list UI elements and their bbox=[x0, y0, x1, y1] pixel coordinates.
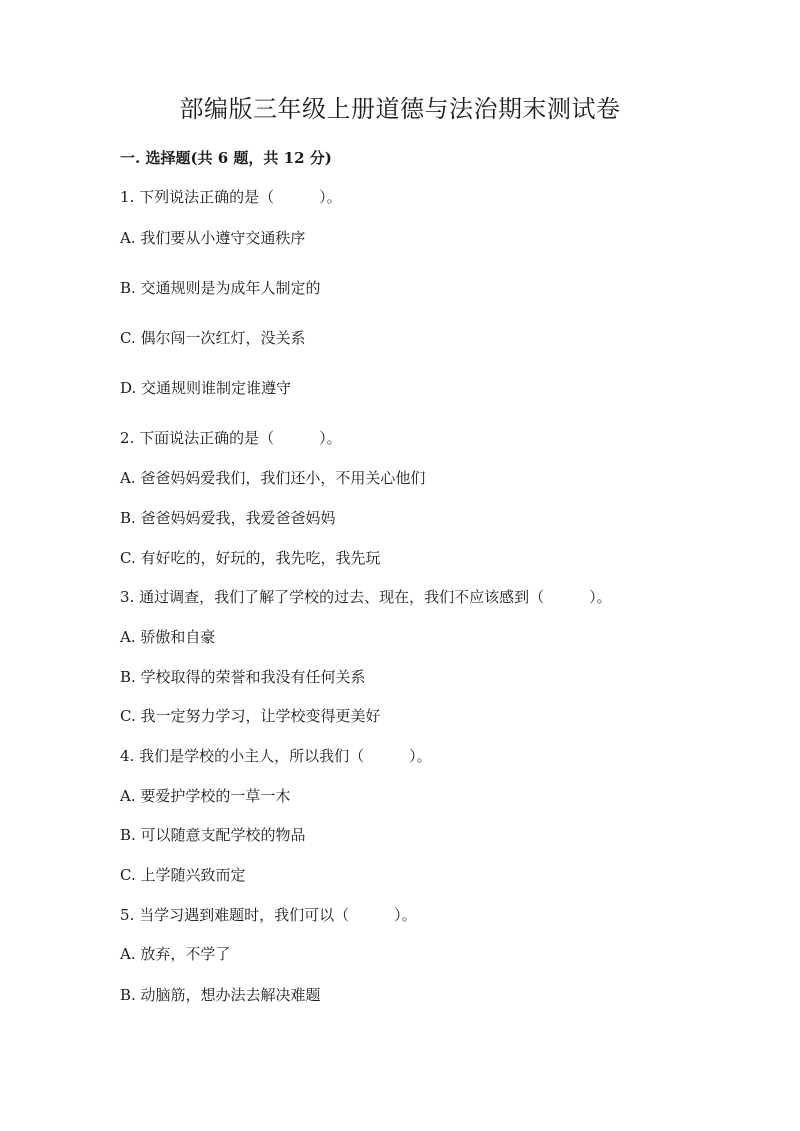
question-2-stem: 2. 下面说法正确的是（ ）。 bbox=[120, 429, 342, 447]
section-heading: 一. 选择题(共 6 题，共 12 分) bbox=[120, 149, 332, 167]
question-1-stem: 1. 下列说法正确的是（ ）。 bbox=[120, 188, 342, 206]
question-3-option-a: A. 骄傲和自豪 bbox=[120, 628, 216, 646]
question-4-stem: 4. 我们是学校的小主人，所以我们（ ）。 bbox=[120, 747, 432, 765]
question-3-stem: 3. 通过调查，我们了解了学校的过去、现在，我们不应该感到（ ）。 bbox=[120, 588, 612, 606]
question-1-option-d: D. 交通规则谁制定谁遵守 bbox=[120, 379, 292, 397]
question-4-option-b: B. 可以随意支配学校的物品 bbox=[120, 826, 306, 844]
question-5-option-a: A. 放弃，不学了 bbox=[120, 945, 231, 963]
question-4-option-c: C. 上学随兴致而定 bbox=[120, 866, 246, 884]
page-title: 部编版三年级上册道德与法治期末测试卷 bbox=[179, 95, 621, 123]
question-2-option-a: A. 爸爸妈妈爱我们，我们还小，不用关心他们 bbox=[120, 469, 426, 487]
question-1-option-b: B. 交通规则是为成年人制定的 bbox=[120, 279, 321, 297]
question-5-stem: 5. 当学习遇到难题时，我们可以（ ）。 bbox=[120, 906, 417, 924]
question-3-option-c: C. 我一定努力学习，让学校变得更美好 bbox=[120, 707, 381, 725]
question-3-option-b: B. 学校取得的荣誉和我没有任何关系 bbox=[120, 668, 366, 686]
question-1-option-a: A. 我们要从小遵守交通秩序 bbox=[120, 229, 306, 247]
question-5-option-b: B. 动脑筋，想办法去解决难题 bbox=[120, 986, 321, 1004]
question-1-option-c: C. 偶尔闯一次红灯，没关系 bbox=[120, 329, 306, 347]
question-4-option-a: A. 要爱护学校的一草一木 bbox=[120, 787, 291, 805]
question-2-option-c: C. 有好吃的，好玩的，我先吃，我先玩 bbox=[120, 549, 381, 567]
question-2-option-b: B. 爸爸妈妈爱我，我爱爸爸妈妈 bbox=[120, 509, 336, 527]
